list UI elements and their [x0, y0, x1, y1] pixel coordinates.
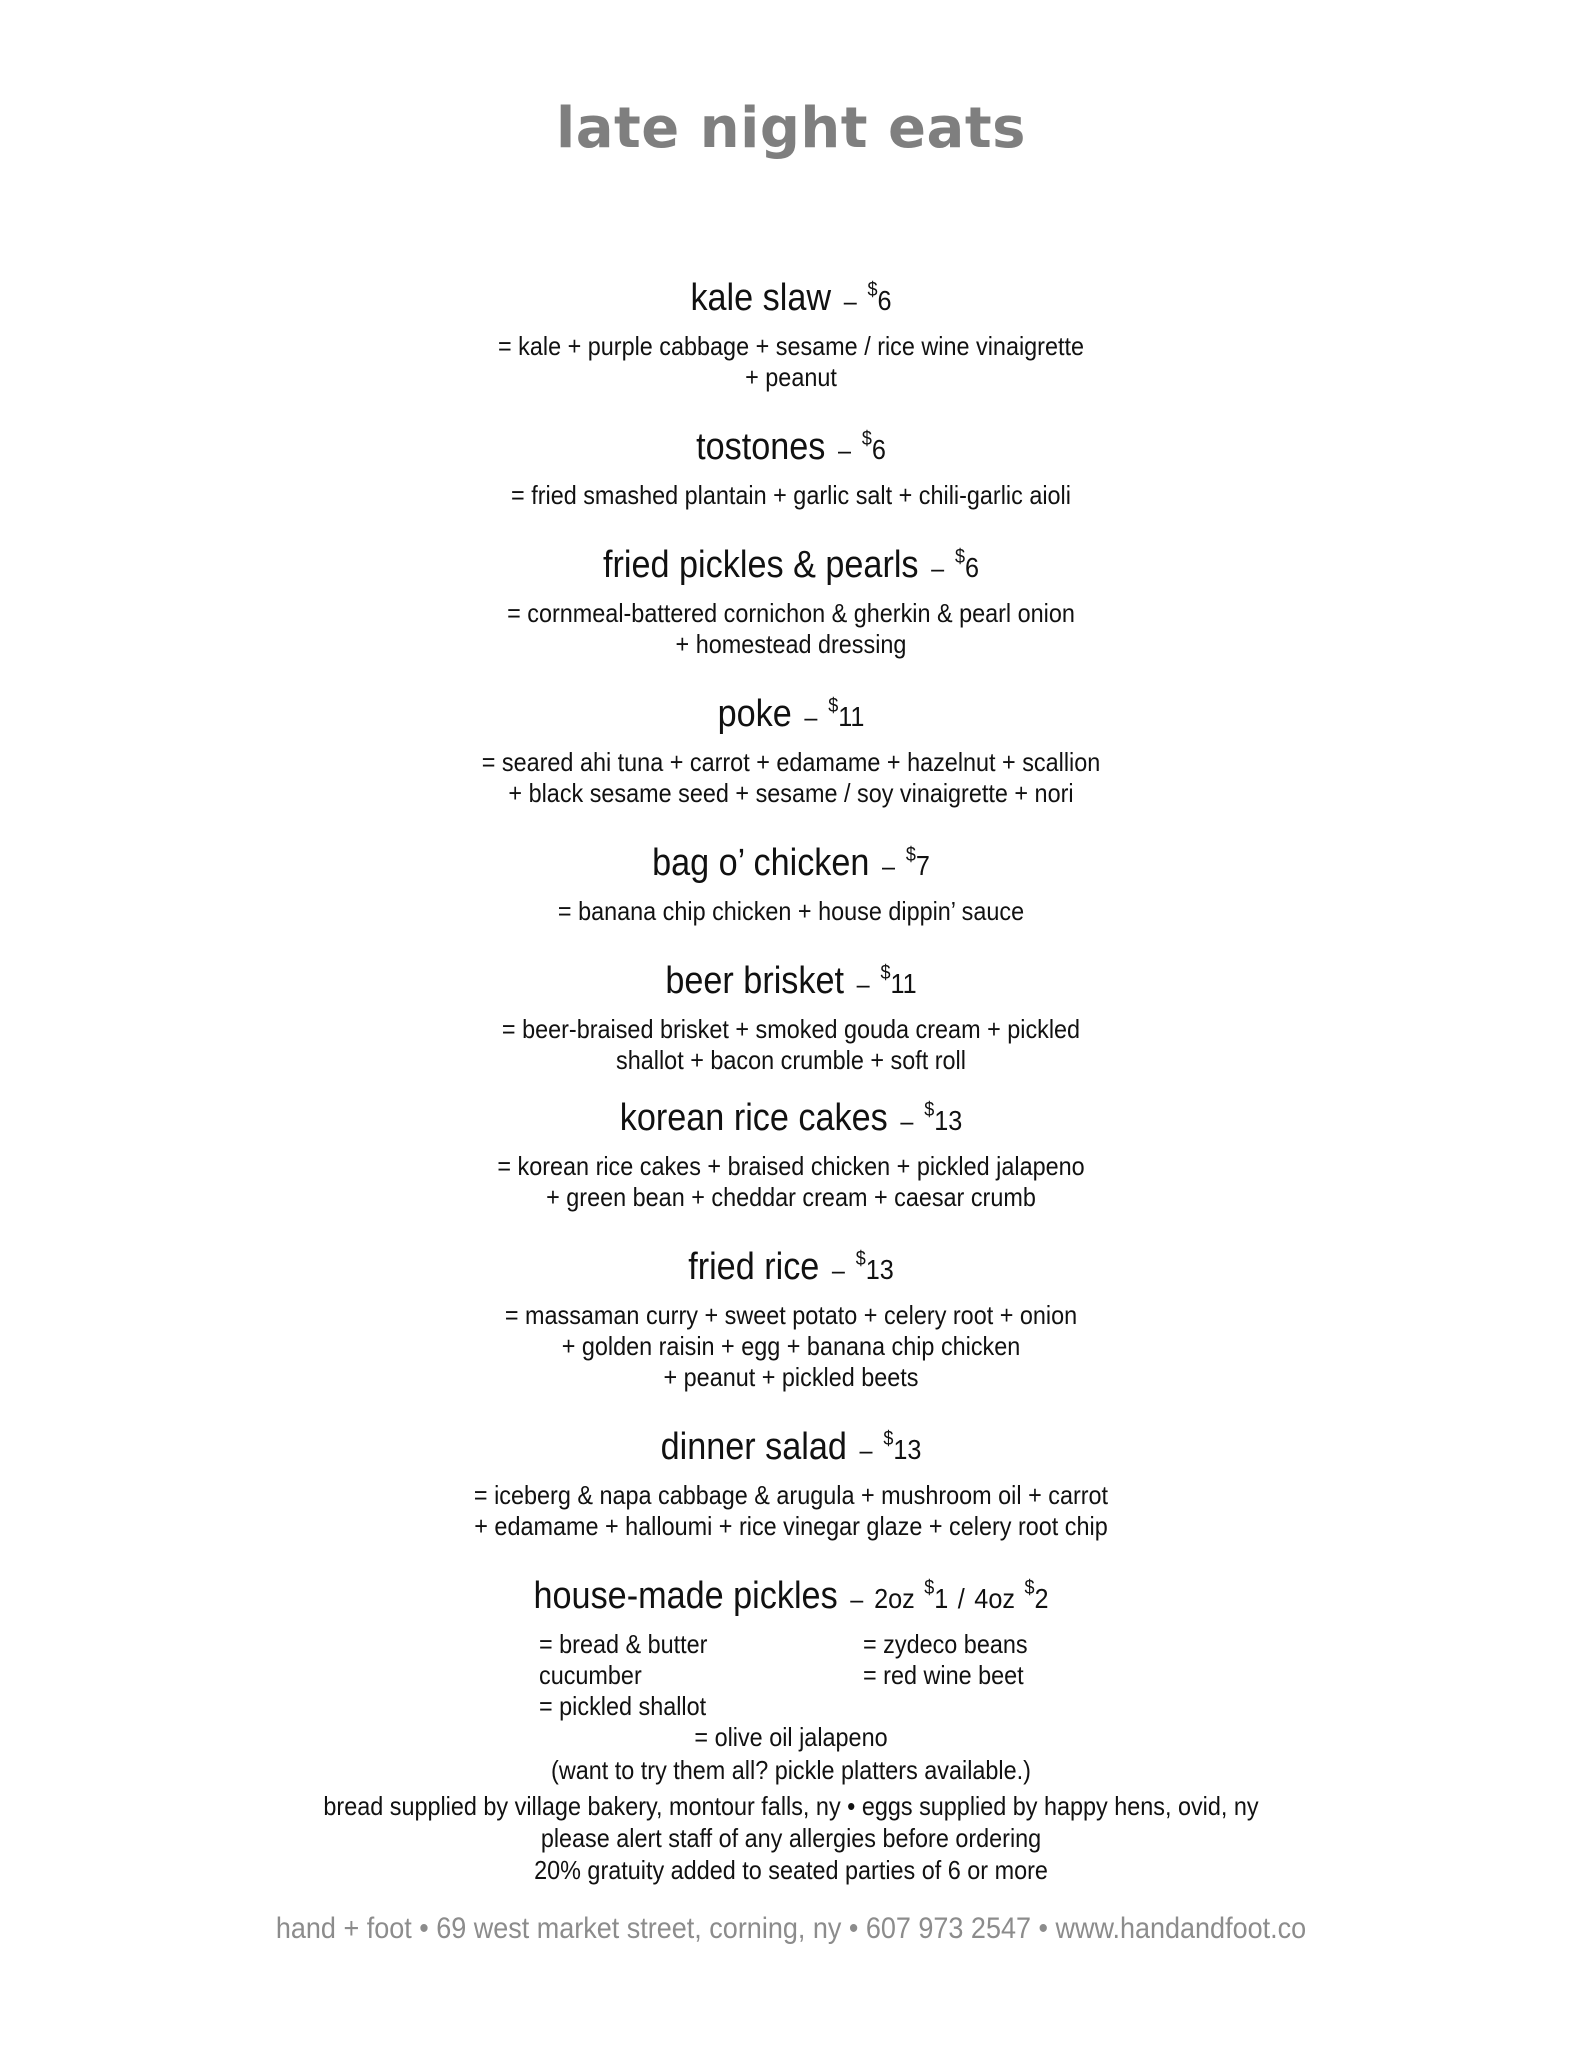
pickle-item: = zydeco beans — [863, 1629, 1028, 1659]
item-name: dinner salad — [660, 1426, 847, 1468]
price-separator: / — [957, 1583, 965, 1614]
menu-item-dinner-salad — [79, 1415, 1503, 1542]
item-price: 11 — [890, 968, 917, 999]
item-description — [79, 1014, 1503, 1076]
description-line: + homestead dressing — [675, 629, 907, 659]
price-symbol: $ — [861, 428, 872, 450]
description-line: + edamame + halloumi + rice vinegar glaze + celery root chip — [474, 1511, 1108, 1541]
item-description — [79, 331, 1503, 393]
menu-item-fried-pickles-pearls — [79, 533, 1503, 660]
item-description — [79, 1300, 1503, 1393]
dash: – — [931, 553, 945, 583]
restaurant-address: hand + foot • 69 west market street, corning, ny • 607 973 2547 • www.handandfoot.co — [275, 1912, 1307, 1945]
description-line: + peanut — [745, 362, 837, 392]
item-price: 13 — [893, 1434, 922, 1465]
dash: – — [831, 1255, 845, 1285]
dash: – — [900, 1106, 914, 1136]
item-description — [79, 896, 1503, 927]
price-symbol: $ — [924, 1577, 935, 1599]
description-line: = kale + purple cabbage + sesame / rice wine vinaigrette — [497, 331, 1084, 361]
dash: – — [804, 702, 818, 732]
description-line: + peanut + pickled beets — [663, 1362, 919, 1392]
item-name: beer brisket — [665, 960, 845, 1002]
dash: – — [882, 851, 896, 881]
description-line: = beer-braised brisket + smoked gouda cream + pickled — [501, 1014, 1081, 1044]
item-description — [79, 1480, 1503, 1542]
pickle-item: = pickled shallot — [539, 1691, 707, 1721]
menu-item-bag-o-chicken — [79, 831, 1503, 927]
item-price: 6 — [964, 552, 979, 583]
description-line: = iceberg & napa cabbage & arugula + mushroom oil + carrot — [473, 1480, 1109, 1510]
price-symbol: $ — [883, 1428, 894, 1450]
item-name: poke — [717, 693, 792, 735]
menu-item-kale-slaw — [79, 266, 1503, 393]
description-line: = cornmeal-battered cornichon & gherkin & pearl onion — [507, 598, 1075, 628]
item-description — [79, 480, 1503, 511]
footer-allergy-note: please alert staff of any allergies before ordering — [540, 1823, 1042, 1853]
description-line: = banana chip chicken + house dippin’ sauce — [557, 896, 1025, 926]
menu-title: late night eats — [556, 96, 1026, 161]
item-name: tostones — [696, 426, 826, 468]
menu-item-korean-rice-cakes — [79, 1086, 1503, 1213]
dash: – — [859, 1435, 873, 1465]
dash: – — [850, 1584, 864, 1614]
price-symbol: $ — [828, 695, 839, 717]
item-price: 6 — [877, 285, 892, 316]
footer-suppliers: bread supplied by village bakery, montour falls, ny • eggs supplied by happy hens, ovid, ny — [323, 1791, 1259, 1821]
item-description — [79, 1151, 1503, 1213]
menu-item-tostones — [79, 415, 1503, 511]
pickle-item: = olive oil jalapeno — [694, 1722, 888, 1752]
item-name: house-made pickles — [533, 1575, 838, 1617]
price-symbol: $ — [855, 1248, 866, 1270]
pickle-price-large: 2 — [1034, 1583, 1049, 1614]
footer-gratuity-note: 20% gratuity added to seated parties of 6 or more — [534, 1855, 1048, 1885]
price-symbol: $ — [924, 1099, 935, 1121]
item-price: 13 — [934, 1105, 963, 1136]
description-line: = fried smashed plantain + garlic salt + chili-garlic aioli — [511, 480, 1071, 510]
menu-item-house-made-pickles — [79, 1564, 1503, 1787]
pickle-item: = bread & butter cucumber — [539, 1629, 708, 1690]
description-line: + golden raisin + egg + banana chip chicken — [561, 1331, 1021, 1361]
item-name: fried rice — [688, 1246, 820, 1288]
item-price: 13 — [865, 1254, 894, 1285]
description-line: = seared ahi tuna + carrot + edamame + hazelnut + scallion — [481, 747, 1101, 777]
item-name: fried pickles & pearls — [602, 544, 919, 586]
price-symbol: $ — [905, 844, 916, 866]
pickle-price-small: 1 — [934, 1583, 949, 1614]
item-description — [79, 747, 1503, 809]
pickle-size-small: 2oz — [874, 1583, 915, 1614]
menu-item-poke — [79, 682, 1503, 809]
pickle-column-left — [539, 1629, 809, 1722]
description-line: + green bean + cheddar cream + caesar crumb — [546, 1182, 1036, 1212]
menu-footer — [79, 1790, 1503, 1886]
description-line: = korean rice cakes + braised chicken + pickled jalapeno — [497, 1151, 1085, 1181]
item-name: bag o’ chicken — [652, 842, 870, 884]
pickle-item: = red wine beet — [863, 1660, 1024, 1690]
item-price: 6 — [871, 434, 886, 465]
price-symbol: $ — [867, 279, 878, 301]
menu-item-fried-rice — [79, 1235, 1503, 1393]
menu-item-beer-brisket — [79, 949, 1503, 1076]
item-price: 7 — [915, 850, 930, 881]
description-line: = massaman curry + sweet potato + celery root + onion — [504, 1300, 1078, 1330]
pickle-column-right — [863, 1629, 1043, 1722]
item-description — [79, 598, 1503, 660]
item-price: 11 — [838, 701, 865, 732]
pickle-size-large: 4oz — [974, 1583, 1015, 1614]
price-symbol: $ — [1024, 1577, 1035, 1599]
item-name: kale slaw — [690, 277, 832, 319]
dash: – — [856, 969, 870, 999]
price-symbol: $ — [880, 962, 891, 984]
description-line: shallot + bacon crumble + soft roll — [616, 1045, 966, 1075]
pickle-list — [79, 1629, 1503, 1722]
item-name: korean rice cakes — [619, 1097, 888, 1139]
menu-list — [79, 266, 1503, 1787]
description-line: + black sesame seed + sesame / soy vinaigrette + nori — [508, 778, 1074, 808]
dash: – — [838, 435, 852, 465]
pickle-platter-note: (want to try them all? pickle platters available.) — [551, 1755, 1031, 1785]
dash: – — [843, 286, 857, 316]
price-symbol: $ — [954, 546, 965, 568]
